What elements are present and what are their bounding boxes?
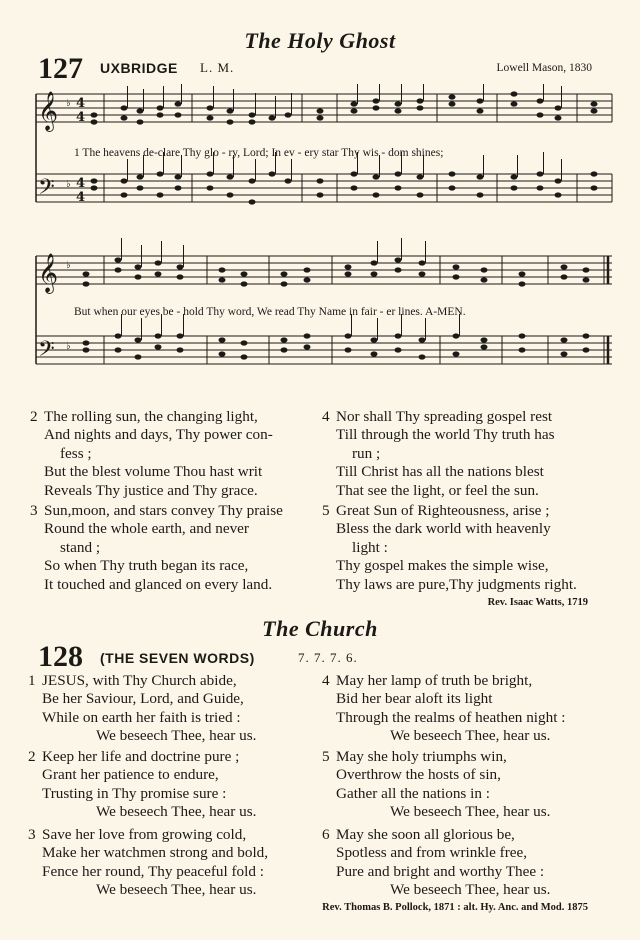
verse-number: 4 [322,672,330,689]
section-title-holy-ghost: The Holy Ghost [244,28,396,53]
verse-line: May she soon all glorious be, [336,826,515,843]
meter: L. M. [200,60,235,75]
verse-number: 2 [28,748,36,765]
verse-line: run ; [352,444,381,462]
verse-line: Spotless and from wrinkle free, [336,844,528,862]
verse-line: Thy laws are pure,Thy judgments right. [336,575,577,593]
verse-line: We beseech Thee, hear us. [390,727,551,745]
verse-1 [28,672,318,746]
verse-5 [322,502,616,594]
verse-5 [322,748,616,822]
svg-text:4: 4 [76,96,86,111]
verse-line: We beseech Thee, hear us. [96,727,257,745]
verse-line: Keep her life and doctrine pure ; [42,748,240,765]
hymn-number: 128 [38,640,83,673]
verse-line: We beseech Thee, hear us. [390,881,551,899]
verse-line: But the blest volume Thou hast writ [44,463,263,481]
verse-line: The rolling sun, the changing light, [44,408,258,425]
svg-text:♭: ♭ [66,179,71,190]
meter: 7. 7. 7. 6. [298,650,358,665]
verse-line: fess ; [60,444,92,462]
verse-3 [30,502,320,594]
verse-line: May her lamp of truth be bright, [336,672,533,689]
verse-line: JESUS, with Thy Church abide, [42,672,237,689]
verse-line: Bless the dark world with heavenly [336,520,551,538]
verse-line: We beseech Thee, hear us. [96,881,257,899]
author-credit: Rev. Isaac Watts, 1719 [487,597,588,608]
music-lyric-line-2: But when our eyes be - hold Thy word, We read Thy Name in fair - er lines. A-MEN. [74,306,466,318]
verse-line: It touched and glanced on every land. [44,575,273,593]
verse-line: That see the light, or feel the sun. [336,481,539,499]
svg-text:𝄞: 𝄞 [38,91,59,131]
verse-2 [28,748,318,822]
verse-line: Overthrow the hosts of sin, [336,766,501,784]
svg-text:♭: ♭ [66,260,71,271]
verse-number: 2 [30,408,38,425]
composer: Lowell Mason, 1830 [496,62,592,74]
tune-name: (THE SEVEN WORDS) [100,650,255,666]
verse-line: Make her watchmen strong and bold, [42,844,269,862]
verse-line: Trusting in Thy promise sure : [42,784,227,802]
svg-text:𝄢: 𝄢 [38,175,55,205]
verse-line: Bid her bear aloft its light [336,690,493,708]
svg-text:4: 4 [76,110,86,125]
verse-line: Through the realms of heathen night : [336,708,566,726]
hymn-number: 127 [38,52,83,85]
verse-line: Pure and bright and worthy Thee : [336,862,545,880]
verse-line: Save her love from growing cold, [42,826,247,843]
verse-line: Nor shall Thy spreading gospel rest [336,408,553,425]
verse-line: light : [352,538,388,556]
verse-line: Reveals Thy justice and Thy grace. [44,481,258,499]
verse-3 [28,826,322,900]
verse-number: 4 [322,408,330,425]
verse-line: While on earth her faith is tried : [42,708,241,726]
svg-text:4: 4 [76,176,86,191]
verse-line: We beseech Thee, hear us. [390,803,551,821]
verse-number: 6 [322,826,330,843]
verse-line: Great Sun of Righteousness, arise ; [336,502,550,519]
svg-text:4: 4 [76,190,86,205]
verse-line: Round the whole earth, and never [44,520,249,538]
verse-number: 3 [30,502,38,519]
verse-line: stand ; [60,538,101,556]
verse-line: And nights and days, Thy power con- [44,426,273,444]
verse-line: Thy gospel makes the simple wise, [336,557,549,575]
music-lyric-line-1: 1 The heavens de-clare Thy glo - ry, Lord; In ev - ery star Thy wis - dom shines; [74,147,444,159]
verse-6 [322,826,616,900]
verse-number: 5 [322,748,330,765]
verse-4 [322,672,616,746]
verse-line: Till Christ has all the nations blest [336,463,544,481]
verse-4 [322,408,616,500]
verse-line: Sun,moon, and stars convey Thy praise [44,502,283,519]
section-title-church: The Church [262,616,378,641]
verse-line: Be her Saviour, Lord, and Guide, [42,690,244,708]
verse-line: Gather all the nations in : [336,784,490,802]
svg-text:♭: ♭ [66,98,71,109]
verse-line: Till through the world Thy truth has [336,426,555,444]
verse-2 [30,408,320,500]
verse-line: So when Thy truth began its race, [44,557,249,575]
verse-line: Fence her round, Thy peaceful fold : [42,862,264,880]
svg-text:𝄞: 𝄞 [38,253,59,293]
author-credit: Rev. Thomas B. Pollock, 1871 : alt. Hy. Anc. and Mod. 1875 [322,902,588,913]
tune-name: UXBRIDGE [100,60,178,76]
verse-number: 3 [28,826,36,843]
verse-number: 5 [322,502,330,519]
svg-text:𝄢: 𝄢 [38,337,55,367]
verse-line: Grant her patience to endure, [42,766,219,784]
svg-text:♭: ♭ [66,341,71,352]
verse-line: We beseech Thee, hear us. [96,803,257,821]
verse-line: May she holy triumphs win, [336,748,507,765]
verse-number: 1 [28,672,36,689]
